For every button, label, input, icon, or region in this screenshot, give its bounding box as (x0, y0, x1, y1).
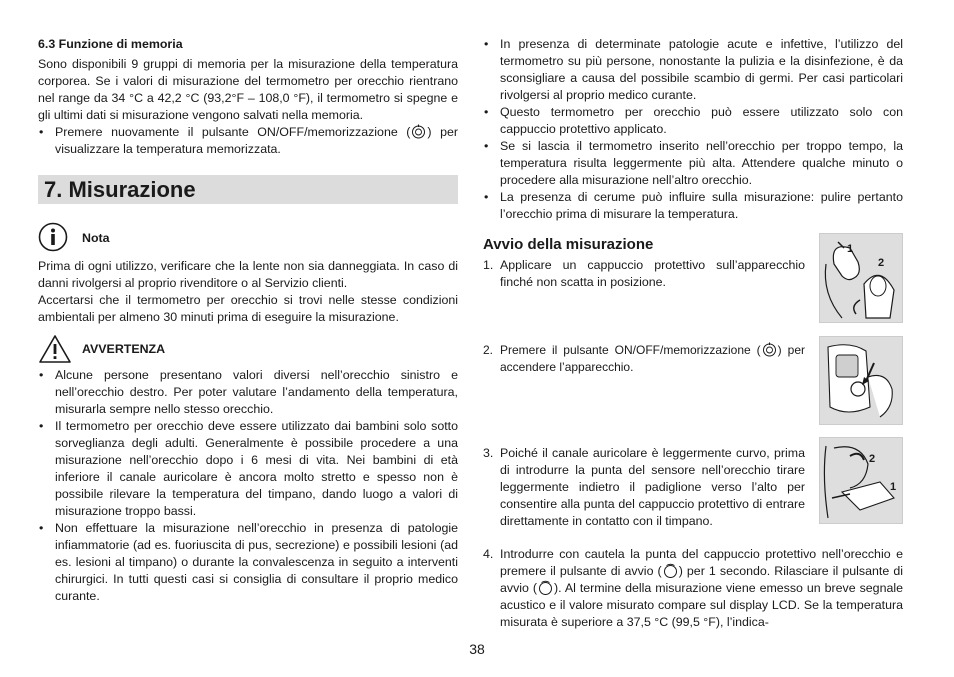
power-memory-button-icon (761, 342, 778, 357)
warning-bullet: • Il termometro per orecchio deve essere utilizzato dai bambini solo sotto sorveglianza degli adulti. Generalmente è possibile procedere a una misurazione nell’orecchio dopo i 6 mesi di vita. Nei bambini di età inferiore il canale auricolare è ancora molto stretto e spesso non è possibile rilevare la temperatura del timpano, dando luogo a valori di misurazione troppo bassi. (38, 418, 458, 520)
nota-label: Nota (82, 231, 110, 245)
step-3-text: Poiché il canale auricolare è leggermente curvo, prima di introdurre la punta del sensore nell’orecchio tirare leggermente indietro il padiglione verso l’alto per consentire alla punta del cappuccio protettivo di entrare direttamente in contatto con il timpano. (500, 446, 805, 528)
figure-1-label-2: 2 (878, 257, 885, 269)
warning-bullet: • Non effettuare la misurazione nell’orecchio in presenza di patologie infiammatorie (ad es. fuoriuscita di pus, secrezione) e possibili lesioni (ad es. lesioni al timpano) o durante la convalescenza in seguito a interventi chirurgici. In tutti questi casi si consiglia di consultare il proprio medico curante. (38, 520, 458, 605)
start-button-icon (537, 580, 554, 595)
step-1 (483, 257, 805, 291)
avvertenza-label: AVVERTENZA (82, 342, 166, 356)
start-button-icon (662, 563, 679, 578)
section-7-heading: 7. Misurazione (38, 175, 458, 204)
step-1-number: 1. (483, 258, 494, 272)
memory-bullet: • Premere nuovamente il pulsante ON/OFF/memorizzazione ( ) per visualizzare la temperatura memorizzata. (38, 124, 458, 158)
figure-cap-attach (819, 233, 903, 323)
step-4: 4. Introdurre con cautela la punta del cappuccio protettivo nell’orecchio e premere il pulsante di avvio ( ) per 1 secondo. Rilasciare il pulsante di avvio ( ). Al termine della misurazione viene emesso un breve segnale acustico e il valore misurato compare sul display LCD. Se la temperatura misurata è superiore a 37,5 °C (99,5 °F), l’indica- (483, 547, 903, 629)
right-bullet: • Se si lascia il termometro inserito nell’orecchio per troppo tempo, la temperatura risulta leggermente più alta. Attendere qualche minuto o procedere alla misurazione nell’altro orecchio. (483, 138, 903, 189)
figure-3-label-1: 1 (890, 481, 897, 493)
section-6-3-body: Sono disponibili 9 gruppi di memoria per la misurazione della temperatura corporea. Se i valori di misurazione del termometro per orecchio rientrano nel range da 34 °C a 42,2 °C (93,2°F – 108,0 °F), il termometro si spegne e gli ultimi dati si misurazione vengono salvati nella memoria. (38, 57, 458, 122)
warning-bullets (38, 367, 458, 605)
step-2-number: 2. (483, 343, 494, 357)
power-memory-button-icon (410, 124, 427, 139)
info-icon (38, 222, 68, 257)
section-6-3-bullets (38, 124, 458, 158)
step-4-number: 4. (483, 547, 494, 561)
step-1-text: Applicare un cappuccio protettivo sull’apparecchio finché non scatta in posizione. (500, 258, 805, 289)
right-bullet: • La presenza di cerume può influire sulla misurazione: pulire pertanto l’orecchio prima di misurare la temperatura. (483, 189, 903, 223)
step-3 (483, 445, 805, 530)
right-bullet: • Questo termometro per orecchio può essere utilizzato solo con cappuccio protettivo applicato. (483, 104, 903, 138)
warning-icon (38, 334, 72, 369)
nota-paragraph-2: Accertarsi che il termometro per orecchio si trovi nelle stesse condizioni ambientali per almeno 30 minuti prima di eseguire la misurazione. (38, 293, 458, 324)
section-6-3-body-block (38, 56, 458, 158)
nota-text-block (38, 258, 458, 326)
step-2: 2. Premere il pulsante ON/OFF/memorizzazione ( ) per accendere l’apparecchio. (483, 343, 805, 374)
right-bullet: • In presenza di determinate patologie acute e infettive, l’utilizzo del termometro su più persone, nonostante la pulizia e la disinfezione, è da sconsigliare a causa del possibile scambio di germi. Per casi particolari rivolgersi al proprio medico curante. (483, 36, 903, 104)
right-bullets-block (483, 36, 903, 223)
figure-3-label-2: 2 (869, 453, 876, 465)
page-number: 38 (469, 641, 485, 657)
figure-ear-pull (819, 437, 903, 524)
nota-paragraph-1: Prima di ogni utilizzo, verificare che la lente non sia danneggiata. In caso di danni rivolgersi al proprio rivenditore o al Servizio clienti. (38, 259, 458, 290)
figure-power-on (819, 336, 903, 425)
warning-block (38, 367, 458, 605)
figure-1-label-1: 1 (847, 243, 854, 255)
warning-bullet: • Alcune persone presentano valori diversi nell’orecchio sinistro e nell’orecchio destro. Per poter valutare l’andamento della temperatura, misurarla sempre nello stesso orecchio. (38, 367, 458, 418)
avvio-heading: Avvio della misurazione (483, 236, 654, 253)
step-3-number: 3. (483, 446, 494, 460)
section-6-3-heading: 6.3 Funzione di memoria (38, 37, 183, 51)
right-bullets (483, 36, 903, 223)
